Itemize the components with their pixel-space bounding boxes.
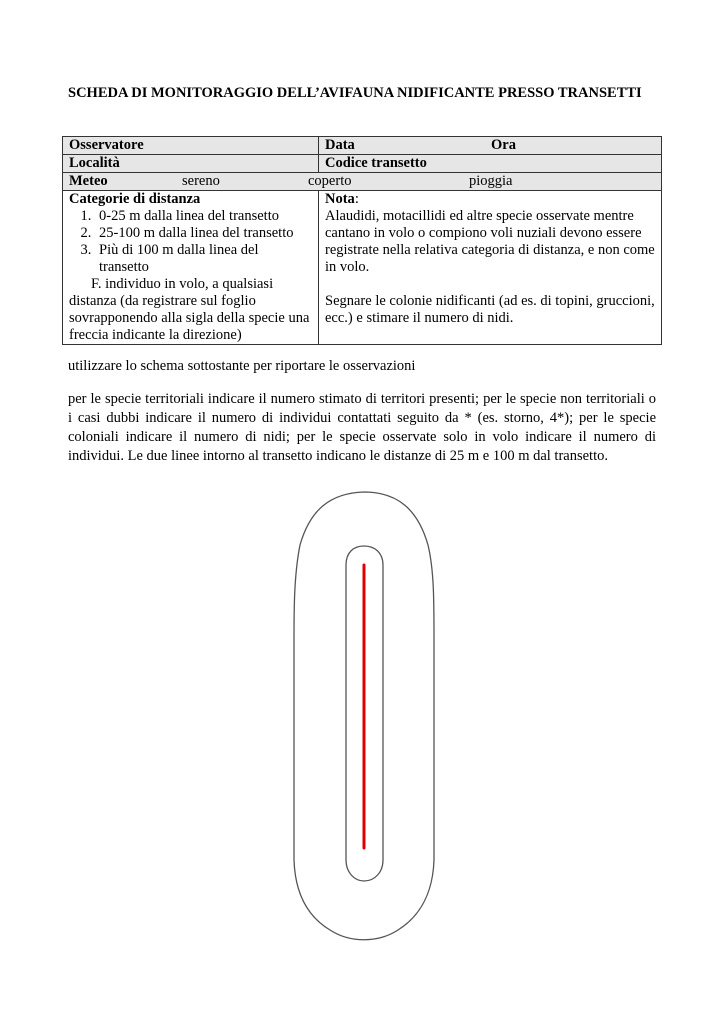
note-colon: :: [354, 191, 359, 207]
category-item: 2. 25-100 m dalla linea del transetto: [95, 225, 312, 242]
instruction-text: utilizzare lo schema sottostante per riportare le osservazioni: [68, 358, 416, 374]
page-title: SCHEDA DI MONITORAGGIO DELL’AVIFAUNA NIDIFICANTE PRESSO TRANSETTI: [68, 85, 642, 101]
note-paragraph: Segnare le colonie nidificanti (ad es. di topini, gruccioni, ecc.) e stimare il numero di nidi.: [325, 293, 655, 326]
flight-category: F. individuo in volo, a qualsiasi distanza (da registrare sul foglio sovrapponendo alla sigla della specie una freccia indicante la direzione): [69, 276, 310, 343]
observer-label: Osservatore: [69, 137, 144, 153]
instruction-paragraph: per le specie territoriali indicare il numero stimato di territori presenti; per le specie non territoriali o i casi dubbi indicare il numero di individui contattati seguito da * (es. storno, 4*); per le specie coloniali indicare il numero di nidi; per le specie osservate solo in volo indicare il numero di individui. Le due linee intorno al transetto indicano le distanze di 25 m e 100 m dal transetto.: [68, 391, 656, 464]
note-paragraph: Alaudidi, motacillidi ed altre specie osservate mentre cantano in volo o compiono voli nuziali devono essere registrate nella relativa categoria di distanza, e non come in volo.: [325, 208, 655, 275]
note-title: Nota: [325, 191, 355, 207]
weather-label: Meteo: [69, 173, 108, 189]
weather-option-sereno[interactable]: sereno: [182, 173, 220, 189]
category-item: 1. 0-25 m dalla linea del transetto: [95, 208, 312, 225]
date-label: Data: [325, 137, 355, 153]
locality-label: Località: [69, 155, 120, 171]
weather-option-coperto[interactable]: coperto: [308, 173, 352, 189]
categories-title: Categorie di distanza: [69, 191, 201, 207]
transect-code-label: Codice transetto: [325, 155, 427, 171]
time-label: Ora: [491, 137, 516, 153]
weather-option-pioggia[interactable]: pioggia: [469, 173, 513, 189]
category-item: 3. Più di 100 m dalla linea del transetto: [95, 242, 312, 276]
